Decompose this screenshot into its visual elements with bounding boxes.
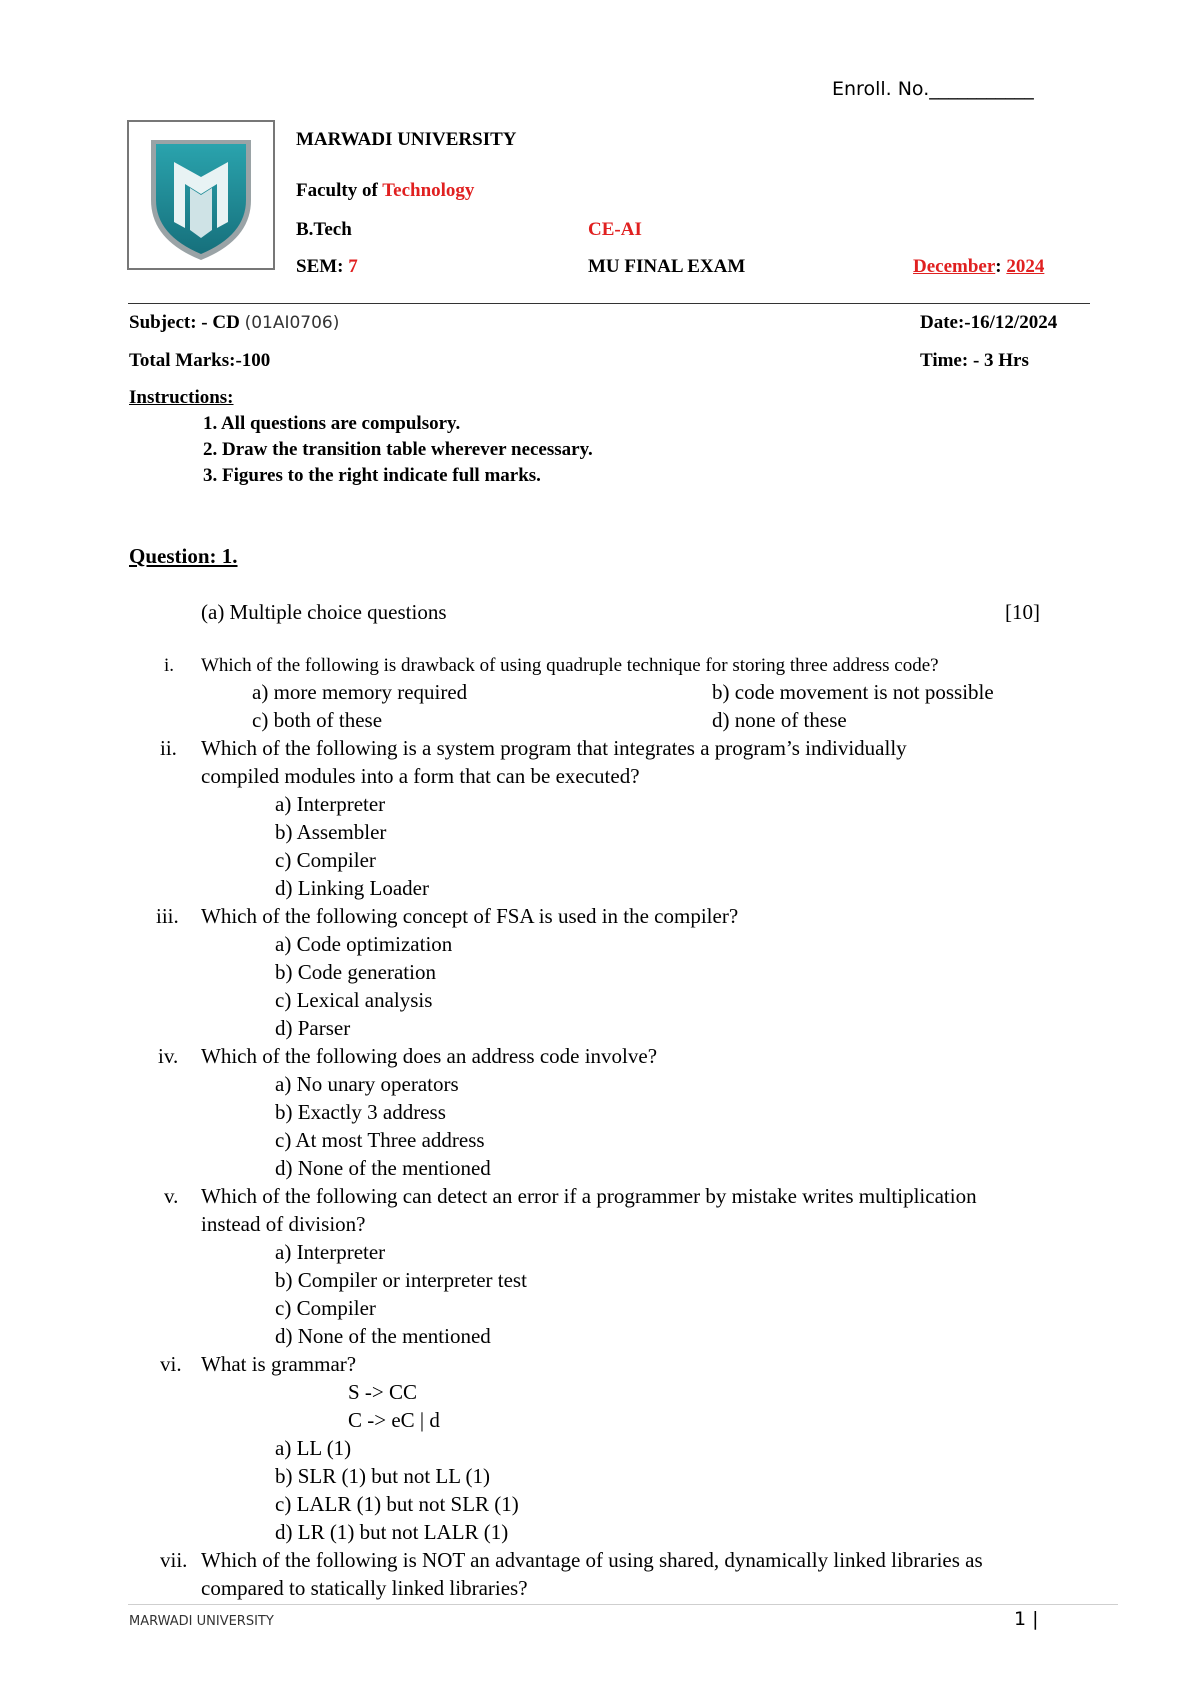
semester-line: [296, 256, 358, 278]
option-a: a) Interpreter: [275, 1240, 386, 1264]
enroll-number-label: Enroll. No.___________: [832, 78, 1034, 100]
option-b: b) SLR (1) but not LL (1): [275, 1464, 491, 1488]
total-marks: Total Marks:-100: [129, 350, 271, 371]
option-a: a) more memory required: [252, 680, 468, 704]
grammar-rule: S -> CC: [348, 1380, 418, 1404]
option-d: d) LR (1) but not LALR (1): [275, 1520, 509, 1544]
subject-code: (01AI0706): [244, 313, 340, 333]
option-b: b) Exactly 3 address: [275, 1100, 446, 1124]
semester-label: SEM:: [296, 256, 349, 277]
option-d: d) None of the mentioned: [275, 1156, 491, 1180]
option-c: c) Compiler: [275, 1296, 376, 1320]
faculty-prefix: Faculty of: [296, 180, 383, 201]
question-text: Which of the following is NOT an advantage of using shared, dynamically linked libraries as: [201, 1548, 983, 1572]
question-number: iii.: [156, 904, 179, 928]
option-b: b) Assembler: [275, 820, 387, 844]
option-b: b) Compiler or interpreter test: [275, 1268, 527, 1292]
university-name: MARWADI UNIVERSITY: [296, 129, 517, 150]
question-number: ii.: [160, 736, 177, 760]
question-number: v.: [164, 1184, 179, 1208]
question-text: Which of the following does an address code involve?: [201, 1044, 658, 1068]
option-d: d) Parser: [275, 1016, 351, 1040]
instruction-item: 1. All questions are compulsory.: [203, 413, 461, 434]
option-c: c) At most Three address: [275, 1128, 485, 1152]
option-d: d) none of these: [712, 708, 847, 732]
question-number: vi.: [160, 1352, 182, 1376]
exam-type: MU FINAL EXAM: [588, 256, 746, 277]
question-text: Which of the following is drawback of using quadruple technique for storing three address code?: [201, 655, 939, 676]
option-a: a) Interpreter: [275, 792, 386, 816]
option-a: a) Code optimization: [275, 932, 453, 956]
option-a: a) No unary operators: [275, 1072, 459, 1096]
semester-value: 7: [348, 256, 358, 277]
subject-line: [129, 312, 339, 334]
question-text: Which of the following is a system program that integrates a program’s individually: [201, 736, 907, 760]
exam-time: Time: - 3 Hrs: [920, 350, 1029, 371]
grammar-rule: C -> eC | d: [348, 1408, 440, 1432]
option-d: d) None of the mentioned: [275, 1324, 491, 1348]
header-divider: [128, 303, 1090, 304]
month-separator: :: [995, 256, 1007, 277]
program: B.Tech: [296, 219, 352, 240]
instructions-title: Instructions:: [129, 387, 234, 408]
faculty-line: [296, 180, 474, 202]
question-text: instead of division?: [201, 1212, 366, 1236]
footer-divider: [128, 1604, 1118, 1605]
question-number: vii.: [160, 1548, 188, 1572]
question-text: What is grammar?: [201, 1352, 357, 1376]
exam-month: December: [913, 256, 996, 277]
part-a-marks: [10]: [1005, 600, 1040, 624]
option-b: b) code movement is not possible: [712, 680, 994, 704]
faculty-name: Technology: [382, 180, 475, 201]
branch: CE-AI: [588, 219, 642, 240]
option-d: d) Linking Loader: [275, 876, 429, 900]
option-a: a) LL (1): [275, 1436, 352, 1460]
option-c: c) both of these: [252, 708, 383, 732]
instruction-item: 2. Draw the transition table wherever necessary.: [203, 439, 593, 460]
option-c: c) Compiler: [275, 848, 376, 872]
option-c: c) Lexical analysis: [275, 988, 433, 1012]
question-text: compiled modules into a form that can be executed?: [201, 764, 640, 788]
option-b: b) Code generation: [275, 960, 436, 984]
subject-label: Subject: - CD: [129, 312, 240, 333]
question-number: i.: [164, 655, 175, 676]
exam-year: 2024: [1006, 256, 1045, 277]
instruction-item: 3. Figures to the right indicate full marks.: [203, 465, 541, 486]
question-number: iv.: [158, 1044, 179, 1068]
question-title: Question: 1.: [129, 544, 238, 568]
exam-session: [913, 256, 1044, 278]
part-a-title: (a) Multiple choice questions: [201, 600, 447, 624]
footer-university: MARWADI UNIVERSITY: [129, 1614, 274, 1629]
question-text: Which of the following concept of FSA is used in the compiler?: [201, 904, 739, 928]
university-logo-frame: [127, 120, 275, 270]
university-shield-icon: [129, 122, 273, 268]
option-c: c) LALR (1) but not SLR (1): [275, 1492, 519, 1516]
question-text: Which of the following can detect an error if a programmer by mistake writes multiplication: [201, 1184, 977, 1208]
page-number: 1 |: [1014, 1608, 1039, 1630]
exam-date: Date:-16/12/2024: [920, 312, 1058, 333]
question-text: compared to statically linked libraries?: [201, 1576, 528, 1600]
